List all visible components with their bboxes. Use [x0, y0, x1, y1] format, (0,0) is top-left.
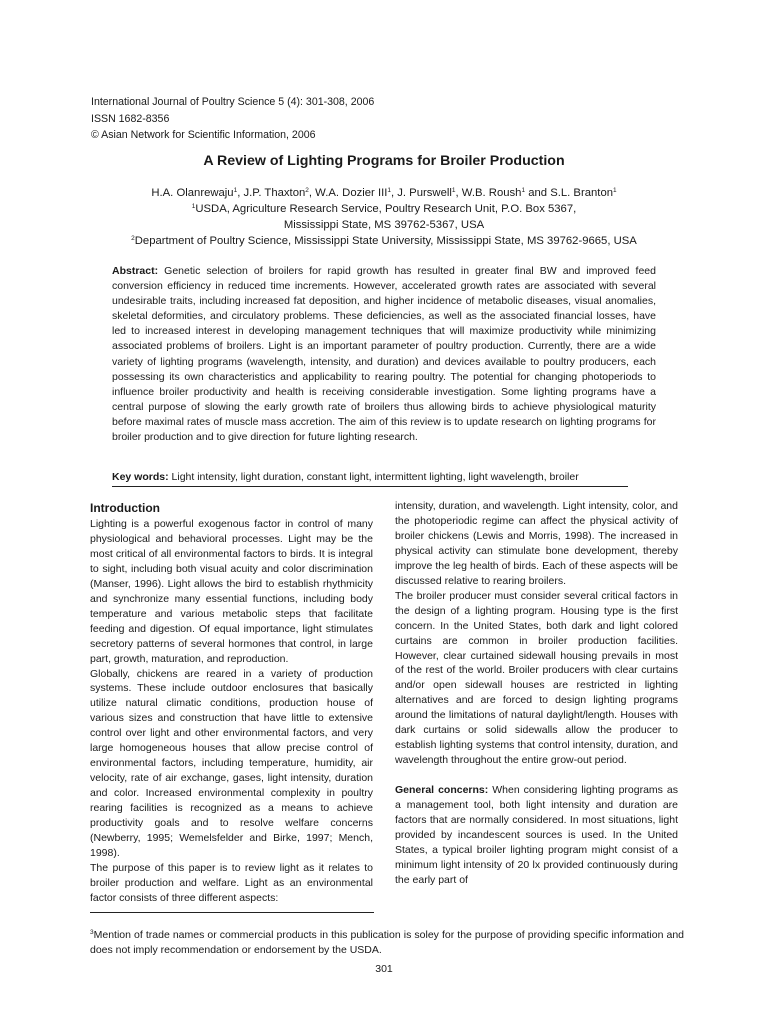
- keywords-divider: [112, 486, 628, 487]
- author-block: [0, 185, 768, 249]
- copyright: © Asian Network for Scientific Information, 2006: [91, 129, 316, 141]
- footnote-divider: [90, 912, 374, 913]
- footnote-text: Mention of trade names or commercial products in this publication is soley for the purpose of providing specific information and does not imply recommendation or endorsement by the USDA.: [90, 929, 684, 956]
- paragraph: Globally, chickens are reared in a variety of production systems. These include outdoor enclosures that basically utilize natural climatic conditions, production house of various sizes and construction that have little to extensive control over light and other environmental factors, and very large homogeneous houses that allow precise control of environmental factors, including temperature, humidity, air velocity, rate of air exchange, gases, light intensity, duration and color. Increased environmental complexity in poultry rearing facilities is recognized as a means to achieve productivity goals and to resolve welfare concerns (Newberry, 1995; Wemelsfelder and Birke, 1997; Mench, 1998).: [90, 667, 373, 859]
- paragraph: The purpose of this paper is to review light as it relates to broiler production and welfare. Light as an environmental factor consists of three different aspects:: [90, 861, 373, 904]
- paragraph: Lighting is a powerful exogenous factor in control of many physiological and behavioral processes. Light may be the most critical of all environmental factors to birds. It is integral to sight, including both visual acuity and color discrimination (Manser, 1996). Light allows the bird to establish rhythmicity and synchronize many essential functions, including body temperature and various metabolic steps that facilitate feeding and digestion. Of equal importance, light stimulates secretory patterns of several hormones that control, in large part, growth, maturation, and reproduction.: [90, 518, 373, 665]
- paragraph: intensity, duration, and wavelength. Light intensity, color, and the photoperiodic regime can affect the physical activity of broiler chickens (Lewis and Morris, 1998). The increased in physical activity can stimulate bone development, thereby improve the leg health of birds. Each of these aspects will be discussed relative to rearing broilers.: [395, 500, 678, 587]
- abstract-label: Abstract:: [112, 265, 159, 277]
- abstract-text: Genetic selection of broilers for rapid growth has resulted in greater final BW and improved feed conversion efficiency in reduced time increments. However, accelerated growth rates are associated with several undesirable traits, including increased fat deposition, and higher incidence of metabolic diseases, visual anomalies, skeletal deformities, and circulatory problems. These deficiencies, as well as the associated financial losses, have led to increased interest in developing management techniques that will maximize productivity while minimizing associated problems of broilers. Light is an important parameter of poultry production. Currently, there are a wide variety of lighting programs (wavelength, intensity, and duration) and devices available to poultry producers, each possessing its own characteristics and applicability to rearing poultry. The potential for changing photoperiods to influence broiler productivity and health is receiving considerable investigation. Some lighting programs have a central purpose of slowing the early growth rate of broilers thus allowing birds to achieve physiological maturity before maximal rates of muscle mass accretion. The aim of this review is to update research on lighting programs for broiler production and to give direction for future lighting research.: [112, 265, 656, 444]
- keywords: [112, 470, 632, 485]
- section-heading-introduction: Introduction: [90, 501, 160, 515]
- paragraph-general-concerns: General concerns: When considering lighting programs as a management tool, both light intensity and duration are factors that are normally considered. In most situations, light provided by incandescent sources is used. In the United States, a typical broiler lighting program might consist of a minimum light intensity of 20 lx provided continuously during the early part of: [395, 784, 678, 886]
- abstract: [112, 264, 656, 445]
- paper-title: A Review of Lighting Programs for Broiler Production: [203, 153, 565, 169]
- keywords-label: Key words:: [112, 471, 169, 483]
- right-column: [395, 499, 678, 888]
- footnote-mark: 3: [90, 929, 94, 936]
- left-column: [90, 499, 373, 906]
- affiliation-1-city: Mississippi State, MS 39762-5367, USA: [283, 219, 485, 231]
- author-list: H.A. Olanrewaju$^1$, J.P. Thaxton$^2$, W.A. Dozier III$^1$, J. Purswell$^1$, W.B. Roush$^1$ and S.L. Branton$^1$: [151, 187, 617, 199]
- affiliation-1: $^1$USDA, Agriculture Research Service, Poultry Research Unit, P.O. Box 5367,: [191, 203, 577, 215]
- issn: ISSN 1682-8356: [91, 112, 170, 125]
- journal-header: [91, 94, 374, 144]
- affiliation-2: $^2$Department of Poultry Science, Mississippi State University, Mississippi State, MS 39762-9665, USA: [131, 235, 637, 247]
- footnote: [90, 928, 684, 958]
- paragraph: The broiler producer must consider several critical factors in the design of a lighting program. Housing type is the first concern. In the United States, both dark and light colored curtains are common in broiler production facilities. However, clear curtained sidewall housing prevails in most of the rest of the world. Broiler producers with clear curtains and/or open sidewall houses are restricted in lighting alternatives and are forced to design lighting programs around the limitations of natural daylight/length. Houses with dark curtains or solid sidewalls allow the producer to establish lighting systems that control intensity, duration, and wavelength throughout the entire grow-out period.: [395, 589, 678, 767]
- general-concerns-label: General concerns:: [395, 784, 489, 797]
- page-number: 301: [375, 963, 393, 975]
- keywords-text: Light intensity, light duration, constant light, intermittent lighting, light wavelength, broiler: [168, 471, 579, 483]
- journal-citation: International Journal of Poultry Science 5 (4): 301-308, 2006: [91, 96, 375, 108]
